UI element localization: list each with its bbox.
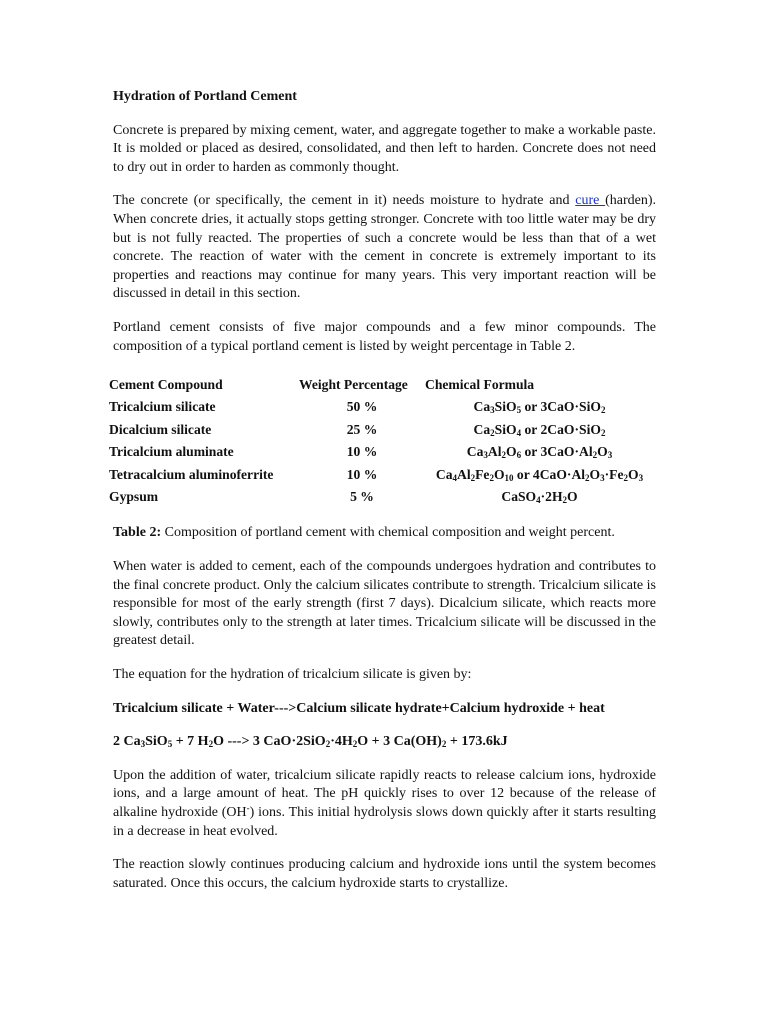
chemical-formula: $Ca_4Al_2Fe_2O_{10}$ or $4CaO\cdot Al_2O_3\cdot Fe_2O_3$ — [435, 466, 644, 483]
cure-link[interactable]: cure — [575, 193, 606, 209]
formula-subscript: 3 — [607, 450, 613, 461]
formula-subscript: 2 — [490, 427, 495, 438]
formula-subscript: 2 — [325, 739, 331, 750]
formula-subscript: 4 — [536, 494, 541, 505]
chemical-formula: $Ca_2SiO_4$ or 2CaO·SiO$_2$ — [473, 421, 606, 438]
formula-subscript: 5 — [167, 739, 173, 750]
weight-percentage: 50 % — [346, 399, 378, 415]
document-title: Hydration of Portland Cement — [113, 89, 297, 104]
weight-percentage: 10 % — [346, 466, 378, 482]
formula-subscript: 3 — [140, 739, 146, 750]
header-cement-compound: Cement Compound — [109, 377, 223, 393]
table-caption — [113, 524, 656, 543]
table-row — [109, 441, 654, 463]
weight-percentage: 25 % — [346, 421, 378, 437]
formula-subscript: 2 — [623, 472, 629, 483]
paragraph-hydration-overview: When water is added to cement, each of the compounds undergoes hydration and contributes to the final concrete product. Only the calcium silicates contribute to strength. Tricalcium silicate is responsible for most of the early strength (first 7 days). Dicalcium silicate, which reacts more slowly, contributes only to the strength at later times. Tricalcium silicate will be discussed in the greatest detail. — [113, 559, 656, 649]
compound-name: Gypsum — [109, 488, 159, 504]
paragraph-saturation: The reaction slowly continues producing calcium and hydroxide ions until the system becomes saturated. Once this occurs, the calcium hydroxide starts to crystallize. — [113, 857, 656, 891]
word-equation: Tricalcium silicate + Water--->Calcium silicate hydrate+Calcium hydroxide + heat — [113, 700, 605, 716]
compound-name: Tetracalcium aluminoferrite — [109, 466, 274, 482]
weight-percentage: 5 % — [350, 488, 374, 504]
paragraph-portland-composition: Portland cement consists of five major compounds and a few minor compounds. The composition of a typical portland cement is listed by weight percentage in Table 2. — [113, 319, 656, 354]
formula-subscript: 3 — [600, 472, 605, 483]
formula-subscript: 2 — [600, 427, 606, 438]
document-page — [109, 88, 657, 908]
paragraph-concrete-preparation: Concrete is prepared by mixing cement, water, and aggregate together to make a workable paste. It is molded or placed as desired, consolidated, and then left to harden. Concrete does not need to dry out in order to harden as commonly thought. — [113, 122, 656, 175]
chemical-equation: 2 $Ca_3SiO_5 + 7$ $H_2O$ ---> 3 $CaO\cdot 2SiO_2\cdot 4H_2O + 3$ $Ca(OH)_2 + 173.6kJ$ — [113, 734, 508, 750]
compound-name: Dicalcium silicate — [109, 421, 212, 437]
formula-subscript: 5 — [516, 405, 522, 416]
header-chemical-formula: Chemical Formula — [425, 377, 535, 393]
paragraph-text: ) ions. This initial hydrolysis slows down quickly after it starts resulting in a decrease in heat evolved. — [113, 805, 656, 839]
formula-subscript: 2 — [441, 739, 447, 750]
header-weight-percentage: Weight Percentage — [299, 377, 408, 393]
formula-subscript: 3 — [490, 405, 495, 416]
formula-subscript: 2 — [352, 739, 358, 750]
formula-subscript: 4 — [516, 427, 522, 438]
formula-subscript: 6 — [516, 450, 522, 461]
formula-subscript: 2 — [592, 450, 598, 461]
weight-percentage: 10 % — [346, 444, 378, 460]
table-row — [109, 486, 654, 508]
formula-subscript: 3 — [638, 472, 644, 483]
table-row — [109, 464, 654, 486]
superscript-charge: - — [246, 803, 250, 813]
formula-subscript: 2 — [600, 405, 606, 416]
formula-subscript: 2 — [489, 472, 494, 483]
formula-subscript: 3 — [483, 450, 488, 461]
compound-name: Tricalcium silicate — [109, 399, 216, 415]
caption-text: Composition of portland cement with chemical composition and weight percent. — [161, 525, 615, 541]
chemical-formula: $CaSO_4\cdot 2H_2O$ — [501, 488, 578, 505]
paragraph-equation-intro: The equation for the hydration of tricalcium silicate is given by: — [113, 667, 472, 683]
formula-subscript: 10 — [504, 472, 514, 483]
paragraph-moisture-cure — [113, 192, 656, 304]
table-row — [109, 397, 654, 419]
table-row — [109, 419, 654, 441]
compound-name: Tricalcium aluminate — [109, 444, 234, 460]
chemical-formula: $Ca_3SiO_5$ or 3CaO·SiO$_2$ — [473, 399, 606, 416]
chemical-formula: $Ca_3Al_2O_6$ or $3CaO\cdot Al_2O_3$ — [466, 444, 613, 461]
formula-subscript: 4 — [452, 472, 458, 483]
caption-label: Table 2: — [113, 525, 162, 541]
formula-subscript: 2 — [470, 472, 476, 483]
table-header-row — [109, 374, 654, 396]
formula-subscript: 2 — [585, 472, 590, 483]
formula-subscript: 2 — [562, 494, 568, 505]
cement-compound-table — [109, 374, 654, 508]
paragraph-text: (harden). When concrete dries, it actually stops getting stronger. Concrete with too little water may be dry but is not fully reacted. The properties of such a concrete would be less than that of a wet concrete. The reaction of water with the cement in concrete is extremely important to its properties and reactions may continue for many years. This very important reaction will be discussed in detail in this section. — [113, 193, 657, 302]
paragraph-initial-reaction — [113, 767, 656, 841]
formula-subscript: 2 — [501, 450, 507, 461]
paragraph-text: Upon the addition of water, tricalcium silicate rapidly reacts to release calcium ions, hydroxide ions, and a large amount of heat. The pH quickly rises to over 12 because of the release of alkaline hydroxide (OH — [113, 767, 656, 820]
paragraph-text: The concrete (or specifically, the cement in it) needs moisture to hydrate and — [113, 193, 576, 209]
formula-subscript: 2 — [208, 739, 214, 750]
